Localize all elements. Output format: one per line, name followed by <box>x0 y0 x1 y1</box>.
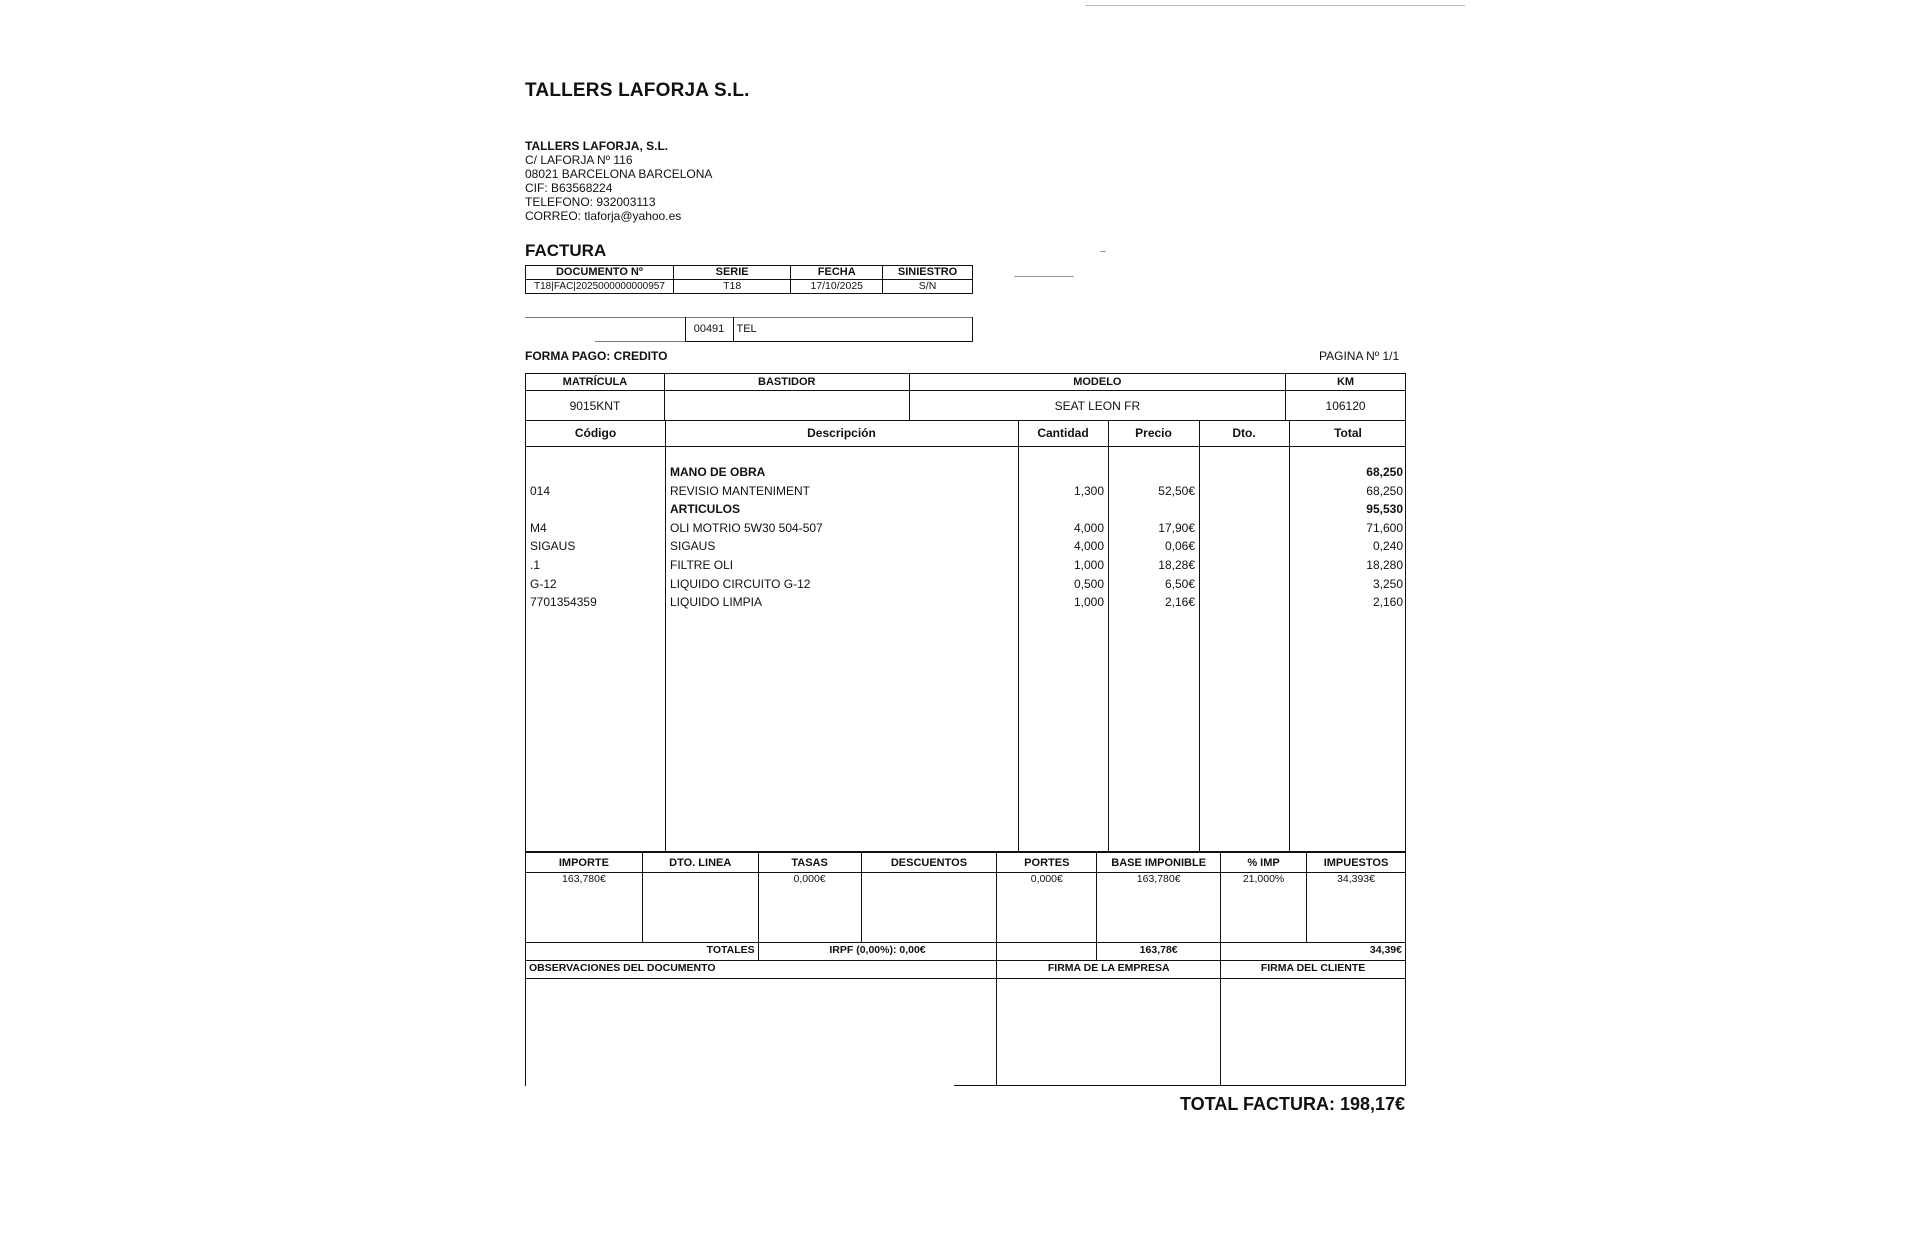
fecha-header: FECHA <box>791 266 883 280</box>
forma-pago: FORMA PAGO: CREDITO <box>525 349 668 363</box>
totales-label: TOTALES <box>526 943 759 961</box>
impuestos-total: 34,39€ <box>1221 943 1406 961</box>
signature-divider <box>1220 978 1221 1086</box>
document-info-table <box>525 265 973 294</box>
doc-number-header: DOCUMENTO Nº <box>526 266 674 280</box>
line-price: 52,50€ <box>1158 483 1195 498</box>
impuestos-value: 34,393€ <box>1307 873 1406 943</box>
signature-divider <box>996 978 997 1086</box>
document-title: FACTURA <box>525 241 607 260</box>
descuentos-value <box>861 873 997 943</box>
bastidor-value <box>664 391 909 421</box>
signature-area <box>525 978 1406 1086</box>
fecha-value: 17/10/2025 <box>791 280 883 294</box>
tasas-value: 0,000€ <box>758 873 861 943</box>
line-quantity: 1,000 <box>1073 558 1104 572</box>
line-code: .1 <box>530 558 541 572</box>
total-factura: TOTAL FACTURA: 198,17€ <box>1180 1094 1406 1114</box>
address-line: CIF: B63568224 <box>525 181 613 195</box>
siniestro-header: SINIESTRO <box>883 266 973 280</box>
redaction-mark <box>1014 276 1074 277</box>
cantidad-header: Cantidad <box>1037 426 1089 440</box>
line-code: M4 <box>530 520 547 535</box>
dto-header: Dto. <box>1232 426 1256 440</box>
firma-empresa-label: FIRMA DE LA EMPRESA <box>997 961 1221 979</box>
address-line: 08021 BARCELONA BARCELONA <box>525 167 713 181</box>
portes-value: 0,000€ <box>997 873 1097 943</box>
line-price: 17,90€ <box>1158 520 1195 535</box>
invoice-lines <box>525 420 1406 852</box>
redaction-mark <box>1085 5 1465 6</box>
line-item <box>526 502 1405 520</box>
dto-linea-header: DTO. LINEA <box>642 853 758 873</box>
line-item <box>526 595 1405 613</box>
line-quantity: 1,000 <box>1073 595 1104 610</box>
line-code: 014 <box>530 483 551 498</box>
line-total: 0,240 <box>1372 539 1403 554</box>
codigo-header: Código <box>574 426 617 440</box>
lines-header <box>526 421 1405 447</box>
line-total: 2,160 <box>1372 595 1403 610</box>
line-quantity: 0,500 <box>1073 576 1104 591</box>
line-item <box>526 484 1405 502</box>
firma-cliente-label: FIRMA DEL CLIENTE <box>1221 961 1406 979</box>
line-total: 18,280 <box>1366 558 1403 572</box>
importe-header: IMPORTE <box>526 853 643 873</box>
observaciones-label: OBSERVACIONES DEL DOCUMENTO <box>526 961 997 979</box>
line-description: REVISIO MANTENIMENT <box>670 483 811 498</box>
line-price: 2,16€ <box>1164 595 1195 610</box>
matricula-value: 9015KNT <box>526 391 665 421</box>
portes-header: PORTES <box>997 853 1097 873</box>
line-item <box>526 558 1405 576</box>
base-imponible-value: 163,780€ <box>1097 873 1221 943</box>
pct-imp-header: % IMP <box>1221 853 1307 873</box>
impuestos-header: IMPUESTOS <box>1307 853 1406 873</box>
siniestro-value: S/N <box>883 280 973 294</box>
totals-table <box>525 852 1406 979</box>
km-value: 106120 <box>1286 391 1406 421</box>
client-info-table <box>525 317 973 342</box>
line-description: ARTICULOS <box>670 502 740 517</box>
tasas-header: TASAS <box>758 853 861 873</box>
base-total: 163,78€ <box>1097 943 1221 961</box>
line-total: 95,530 <box>1366 502 1403 517</box>
line-quantity: 4,000 <box>1073 539 1104 554</box>
address-line: C/ LAFORJA Nº 116 <box>525 153 633 167</box>
line-total: 68,250 <box>1366 465 1403 479</box>
signature-bottom-line <box>954 1085 1405 1086</box>
serie-value: T18 <box>673 280 790 294</box>
line-description: MANO DE OBRA <box>670 465 766 479</box>
base-imponible-header: BASE IMPONIBLE <box>1097 853 1221 873</box>
descripcion-header: Descripción <box>807 426 876 440</box>
portes-total <box>997 943 1097 961</box>
modelo-header: MODELO <box>909 374 1285 391</box>
client-tel-label: TEL <box>733 317 973 341</box>
precio-header: Precio <box>1135 426 1172 440</box>
bastidor-header: BASTIDOR <box>664 374 909 391</box>
line-price: 18,28€ <box>1158 558 1195 572</box>
line-description: LIQUIDO LIMPIA <box>670 595 763 610</box>
total-header: Total <box>1334 426 1362 440</box>
client-name-cell <box>525 317 685 341</box>
vehicle-table <box>525 373 1406 421</box>
line-total: 68,250 <box>1366 483 1403 498</box>
line-quantity: 1,300 <box>1073 483 1104 498</box>
address-line: CORREO: tlaforja@yahoo.es <box>525 209 682 223</box>
company-title: TALLERS LAFORJA S.L. <box>525 80 750 101</box>
line-total: 71,600 <box>1366 520 1403 535</box>
redaction-mark <box>1100 251 1106 252</box>
dto-linea-value <box>642 873 758 943</box>
line-price: 6,50€ <box>1164 576 1195 591</box>
line-code: G-12 <box>530 576 557 591</box>
line-item <box>526 539 1405 557</box>
doc-number-value: T18|FAC|2025000000000957 <box>526 280 674 294</box>
line-code: SIGAUS <box>530 539 576 554</box>
address-line: TELEFONO: 932003113 <box>525 195 656 209</box>
line-description: OLI MOTRIO 5W30 504-507 <box>670 520 823 535</box>
client-code: 00491 <box>685 317 733 341</box>
line-total: 3,250 <box>1372 576 1403 591</box>
serie-header: SERIE <box>673 266 790 280</box>
line-description: LIQUIDO CIRCUITO G-12 <box>670 576 811 591</box>
matricula-header: MATRÍCULA <box>526 374 665 391</box>
client-underline <box>595 341 685 342</box>
line-code: 7701354359 <box>530 595 597 610</box>
importe-value: 163,780€ <box>526 873 643 943</box>
company-address <box>525 139 712 223</box>
irpf-value: IRPF (0,00%): 0,00€ <box>758 943 997 961</box>
address-line: TALLERS LAFORJA, S.L. <box>525 139 669 153</box>
line-description: FILTRE OLI <box>670 558 734 572</box>
page-number: PAGINA Nº 1/1 <box>1319 349 1400 363</box>
km-header: KM <box>1286 374 1406 391</box>
modelo-value: SEAT LEON FR <box>909 391 1285 421</box>
line-item <box>526 521 1405 539</box>
line-description: SIGAUS <box>670 539 716 554</box>
descuentos-header: DESCUENTOS <box>861 853 997 873</box>
pct-imp-value: 21,000% <box>1221 873 1307 943</box>
line-price: 0,06€ <box>1164 539 1195 554</box>
line-item <box>526 465 1405 483</box>
line-item <box>526 577 1405 595</box>
line-quantity: 4,000 <box>1073 520 1104 535</box>
